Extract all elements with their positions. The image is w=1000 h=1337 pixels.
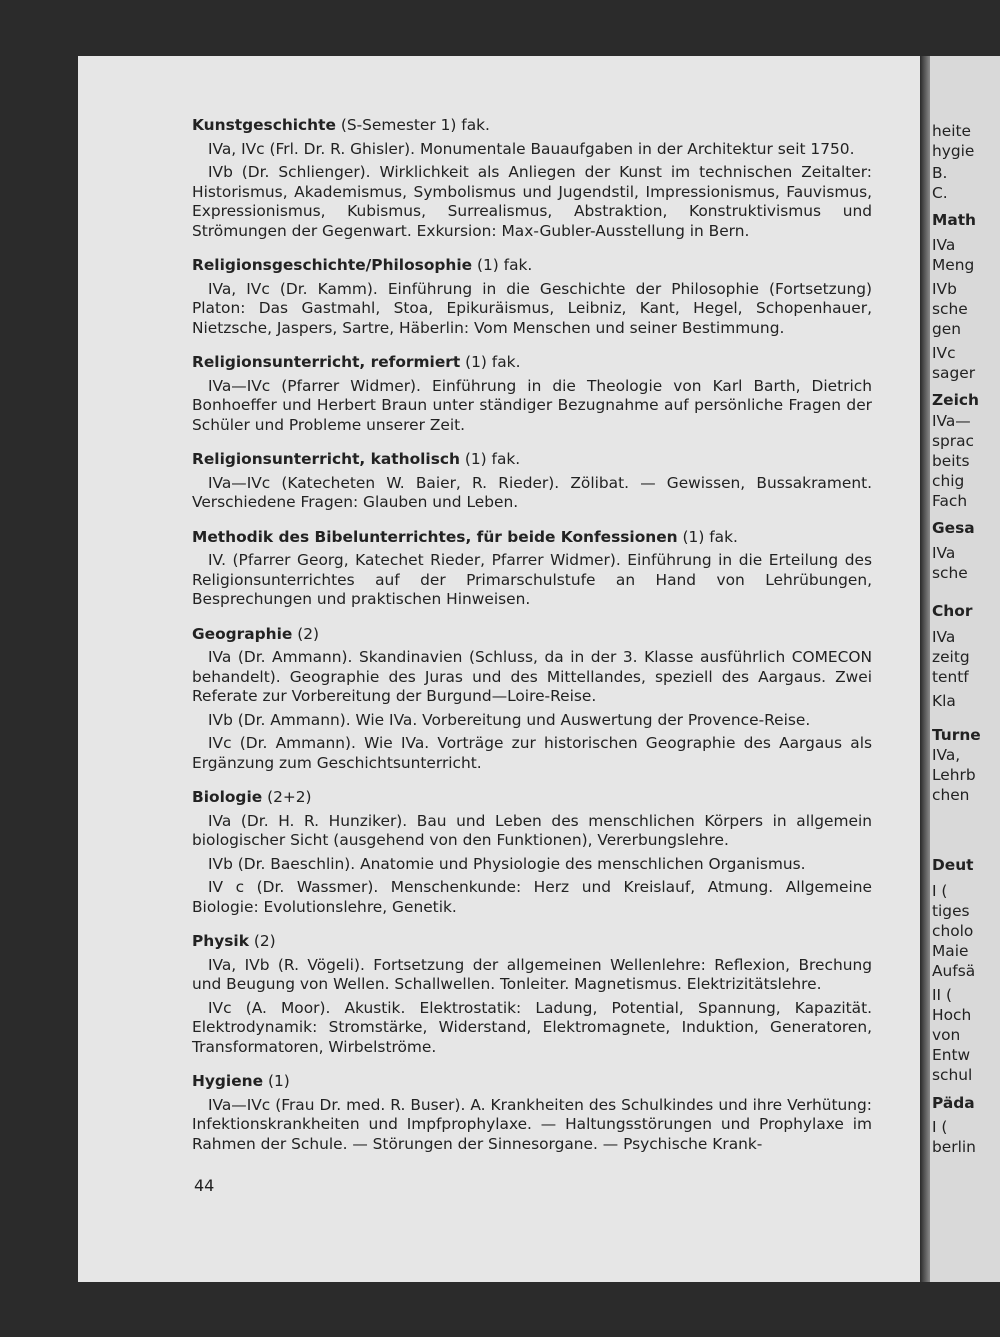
course-description: IVc (A. Moor). Akustik. Elektrostatik: Ladung, Potential, Spannung, Kapazität. Elektrodynamik: Stromstärke, Widerstand, Elektromagnete, Induktion, Generatoren, Transformatoren, Wirbelströme. bbox=[192, 998, 872, 1056]
cut-heading-fragment: Deut bbox=[932, 856, 974, 874]
section-title: Religionsunterricht, katholisch bbox=[192, 450, 460, 468]
course-section bbox=[192, 625, 872, 774]
course-description: IVa—IVc (Frau Dr. med. R. Buser). A. Krankheiten des Schulkindes und ihre Verhütung: Infektionskrankheiten und Impfprophylaxe. — Haltungsstörungen und Prophylaxe im Rahmen der Schule. — Störungen der Sinnesorgane. — Psychische Krank- bbox=[192, 1095, 872, 1153]
cut-text-fragment: Hoch bbox=[932, 1006, 972, 1024]
section-heading bbox=[192, 528, 872, 548]
section-hours: (2+2) bbox=[262, 788, 312, 806]
course-description: IVb (Dr. Baeschlin). Anatomie und Physiologie des menschlichen Organismus. bbox=[208, 854, 806, 873]
cut-text-fragment: IVa bbox=[932, 236, 956, 254]
cut-text-fragment: B. bbox=[932, 164, 948, 182]
course-description: IVa, IVc (Dr. Kamm). Einführung in die Geschichte der Philosophie (Fortsetzung) Platon: Das Gastmahl, Stoa, Epikuräismus, Leibniz, Kant, Hegel, Schopenhauer, Nietzsche, Jaspers, Sartre, Häberlin: Vom Menschen und seiner Bestimmung. bbox=[192, 279, 872, 337]
page-number: 44 bbox=[194, 1176, 215, 1195]
course-description: IV c (Dr. Wassmer). Menschenkunde: Herz und Kreislauf, Atmung. Allgemeine Biologie: Evolutionslehre, Genetik. bbox=[192, 878, 872, 916]
cut-text-fragment: Entw bbox=[932, 1046, 971, 1064]
section-hours: (1) fak. bbox=[460, 353, 521, 371]
course-description: IVa—IVc (Pfarrer Widmer). Einführung in die Theologie von Karl Barth, Dietrich Bonhoeffer und Herbert Braun unter ständiger Bezugnahme auf persönliche Fragen der Schüler und Probleme unserer Zeit. bbox=[192, 376, 872, 434]
cut-text-fragment: von bbox=[932, 1026, 961, 1044]
section-title: Methodik des Bibelunterrichtes, für beide Konfessionen bbox=[192, 527, 678, 546]
cut-text-fragment: IVb bbox=[932, 280, 957, 298]
cut-heading-fragment: Gesa bbox=[932, 519, 975, 537]
section-heading bbox=[192, 256, 872, 276]
section-heading bbox=[192, 116, 872, 136]
cut-text-fragment: beits bbox=[932, 452, 970, 470]
section-title: Kunstgeschichte bbox=[192, 116, 336, 134]
section-heading bbox=[192, 450, 872, 470]
cut-text-fragment: gen bbox=[932, 320, 961, 338]
cut-text-fragment: IVa bbox=[932, 544, 956, 562]
course-section bbox=[192, 353, 872, 435]
section-title: Geographie bbox=[192, 624, 293, 643]
course-section bbox=[192, 932, 872, 1057]
course-section bbox=[192, 256, 872, 338]
book-gutter bbox=[920, 56, 930, 1282]
section-hours: (2) bbox=[248, 932, 276, 950]
cut-text-fragment: chen bbox=[932, 786, 970, 804]
section-title: Biologie bbox=[192, 788, 263, 806]
cut-text-fragment: tentf bbox=[932, 668, 969, 686]
page-content bbox=[192, 116, 872, 1169]
cut-text-fragment: berlin bbox=[932, 1138, 976, 1156]
course-description: IVa, IVb (R. Vögeli). Fortsetzung der allgemeinen Wellenlehre: Reflexion, Brechung und Beugung von Wellen. Schallwellen. Tonleiter. Magnetismus. Elektrizitätslehre. bbox=[192, 955, 872, 993]
cut-text-fragment: zeitg bbox=[932, 648, 970, 666]
cut-heading-fragment: Päda bbox=[932, 1094, 975, 1112]
cut-heading-fragment: Math bbox=[932, 211, 977, 229]
cut-text-fragment: IVc bbox=[932, 344, 956, 362]
course-description: IVb (Dr. Ammann). Wie IVa. Vorbereitung und Auswertung der Provence-Reise. bbox=[208, 710, 811, 729]
section-heading bbox=[192, 932, 872, 952]
section-title: Religionsgeschichte/Philosophie bbox=[192, 256, 473, 274]
cut-text-fragment: Meng bbox=[932, 256, 975, 274]
cut-text-fragment: IVa, bbox=[932, 746, 961, 764]
course-section bbox=[192, 116, 872, 241]
cut-text-fragment: IVa bbox=[932, 628, 956, 646]
section-hours: (1) fak. bbox=[459, 450, 521, 468]
section-title: Physik bbox=[192, 932, 249, 950]
section-heading bbox=[192, 788, 872, 808]
course-description: IVa, IVc (Frl. Dr. R. Ghisler). Monumentale Bauaufgaben in der Architektur seit 1750. bbox=[208, 139, 855, 158]
cut-text-fragment: hygie bbox=[932, 142, 975, 160]
course-section bbox=[192, 528, 872, 610]
right-page bbox=[930, 56, 1000, 1282]
cut-text-fragment: Maie bbox=[932, 942, 969, 960]
cut-text-fragment: IVa— bbox=[932, 412, 971, 430]
course-description: IVb (Dr. Schlienger). Wirklichkeit als Anliegen der Kunst im technischen Zeitalter: Historismus, Akademismus, Symbolismus und Jugendstil, Impressionismus, Fauvismus, Expressionismus, Kubismus, Surrealismus, Abstraktion, Konstruktivismus und Strömungen der Gegenwart. Exkursion: Max-Gubler-Ausstellung in Bern. bbox=[192, 163, 872, 240]
cut-text-fragment: II ( bbox=[932, 986, 952, 1004]
course-section bbox=[192, 788, 872, 917]
cut-text-fragment: Aufsä bbox=[932, 962, 976, 980]
course-description: IV. (Pfarrer Georg, Katechet Rieder, Pfarrer Widmer). Einführung in die Erteilung des Religionsunterrichtes auf der Primarschulstufe an Hand von Lehrübungen, Besprechungen und praktischen Hinweisen. bbox=[192, 551, 872, 608]
cut-text-fragment: sager bbox=[932, 364, 976, 382]
cut-text-fragment: sche bbox=[932, 564, 968, 582]
cut-text-fragment: Fach bbox=[932, 492, 968, 510]
section-heading bbox=[192, 353, 872, 373]
course-description: IVa (Dr. H. R. Hunziker). Bau und Leben des menschlichen Körpers in allgemein biologischer Sicht (ausgehend von den Funktionen), Vererbungslehre. bbox=[192, 811, 872, 849]
section-hours: (S-Semester 1) fak. bbox=[335, 116, 490, 134]
cut-heading-fragment: Chor bbox=[932, 602, 973, 620]
section-heading bbox=[192, 1072, 872, 1092]
section-title: Hygiene bbox=[192, 1072, 264, 1090]
section-hours: (1) bbox=[263, 1072, 290, 1090]
cut-text-fragment: schul bbox=[932, 1066, 973, 1084]
section-title: Religionsunterricht, reformiert bbox=[192, 353, 461, 371]
course-description: IVa (Dr. Ammann). Skandinavien (Schluss, da in der 3. Klasse ausführlich COMECON behandelt). Geographie des Juras und des Mittellandes, speziell des Aargaus. Zwei Referate zur Vorbereitung der Burgund—Loire-Reise. bbox=[192, 648, 872, 705]
cut-text-fragment: heite bbox=[932, 122, 972, 140]
cut-text-fragment: sprac bbox=[932, 432, 975, 450]
cut-text-fragment: tiges bbox=[932, 902, 970, 920]
course-section bbox=[192, 450, 872, 513]
cut-heading-fragment: Zeich bbox=[932, 391, 979, 409]
cut-text-fragment: C. bbox=[932, 184, 948, 202]
course-description: IVa—IVc (Katecheten W. Baier, R. Rieder). Zölibat. — Gewissen, Bussakrament. Verschiedene Fragen: Glauben und Leben. bbox=[192, 473, 872, 511]
course-section bbox=[192, 1072, 872, 1154]
section-heading bbox=[192, 625, 872, 645]
cut-text-fragment: cholo bbox=[932, 922, 974, 940]
course-description: IVc (Dr. Ammann). Wie IVa. Vorträge zur historischen Geographie des Aargaus als Ergänzung zum Geschichtsunterricht. bbox=[192, 734, 872, 772]
cut-text-fragment: sche bbox=[932, 300, 968, 318]
section-hours: (2) bbox=[292, 624, 320, 643]
cut-heading-fragment: Turne bbox=[932, 726, 981, 744]
cut-text-fragment: Lehrb bbox=[932, 766, 976, 784]
cut-text-fragment: chig bbox=[932, 472, 965, 490]
section-hours: (1) fak. bbox=[677, 527, 738, 546]
section-hours: (1) fak. bbox=[472, 256, 533, 274]
cut-text-fragment: Kla bbox=[932, 692, 956, 710]
cut-text-fragment: I ( bbox=[932, 1118, 948, 1136]
cut-text-fragment: I ( bbox=[932, 882, 948, 900]
